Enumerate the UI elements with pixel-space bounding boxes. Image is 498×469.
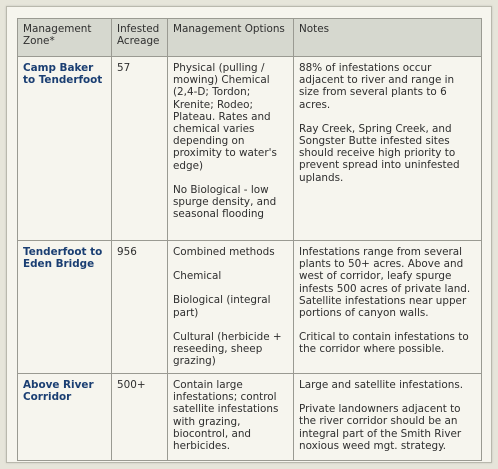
notes-cell — [294, 241, 482, 374]
acreage-cell: 956 — [112, 241, 168, 374]
note-text: Large and satellite infestations. — [299, 379, 464, 391]
table-frame — [6, 6, 492, 463]
option-text: Biological (integral part) — [173, 294, 271, 319]
note-text: Ray Creek, Spring Creek, and Songster Butte infested sites should receive high priority to prevent spread into uninfested uplands. — [299, 122, 460, 184]
acreage-cell: 500+ — [112, 374, 168, 461]
option-text: Chemical — [173, 270, 222, 283]
header-notes: Notes — [294, 19, 482, 57]
acreage-cell: 57 — [112, 57, 168, 241]
option-text: Physical (pulling / mowing) Chemical (2,4-D; Tordon; Krenite; Rodeo; Plateau. Rates and chemical varies depending on proximity to water's edge) — [173, 62, 277, 172]
notes-cell — [294, 374, 482, 461]
zone-cell: Above River Corridor — [18, 374, 112, 461]
option-text: No Biological - low spurge density, and seasonal flooding — [173, 183, 277, 221]
zone-cell: Camp Baker to Tenderfoot — [18, 57, 112, 241]
option-text: Contain large infestations; control satellite infestations with grazing, biocontrol, and herbicides. — [173, 379, 279, 453]
header-infested-acreage: Infested Acreage — [112, 19, 168, 57]
option-text: Cultural (herbicide + reseeding, sheep grazing) — [173, 330, 282, 368]
notes-cell — [294, 57, 482, 241]
options-cell — [168, 241, 294, 374]
table-row — [18, 374, 482, 461]
header-management-zone: Management Zone* — [18, 19, 112, 57]
options-cell — [168, 57, 294, 241]
options-cell — [168, 374, 294, 461]
header-management-options: Management Options — [168, 19, 294, 57]
table-row — [18, 241, 482, 374]
zone-cell: Tenderfoot to Eden Bridge — [18, 241, 112, 374]
header-row — [18, 19, 482, 57]
note-text: Infestations range from several plants to 50+ acres. Above and west of corridor, leafy spurge infests 500 acres of private land. Satellite infestations near upper portions of canyon walls. — [299, 246, 471, 320]
note-text: 88% of infestations occur adjacent to river and range in size from several plants to 6 acres. — [299, 62, 455, 111]
table-row — [18, 57, 482, 241]
option-text: Combined methods — [173, 246, 275, 258]
management-table — [17, 18, 482, 461]
note-text: Critical to contain infestations to the corridor where possible. — [299, 331, 469, 356]
note-text: Private landowners adjacent to the river corridor should be an integral part of the Smith River noxious weed mgt. strategy. — [299, 403, 462, 452]
